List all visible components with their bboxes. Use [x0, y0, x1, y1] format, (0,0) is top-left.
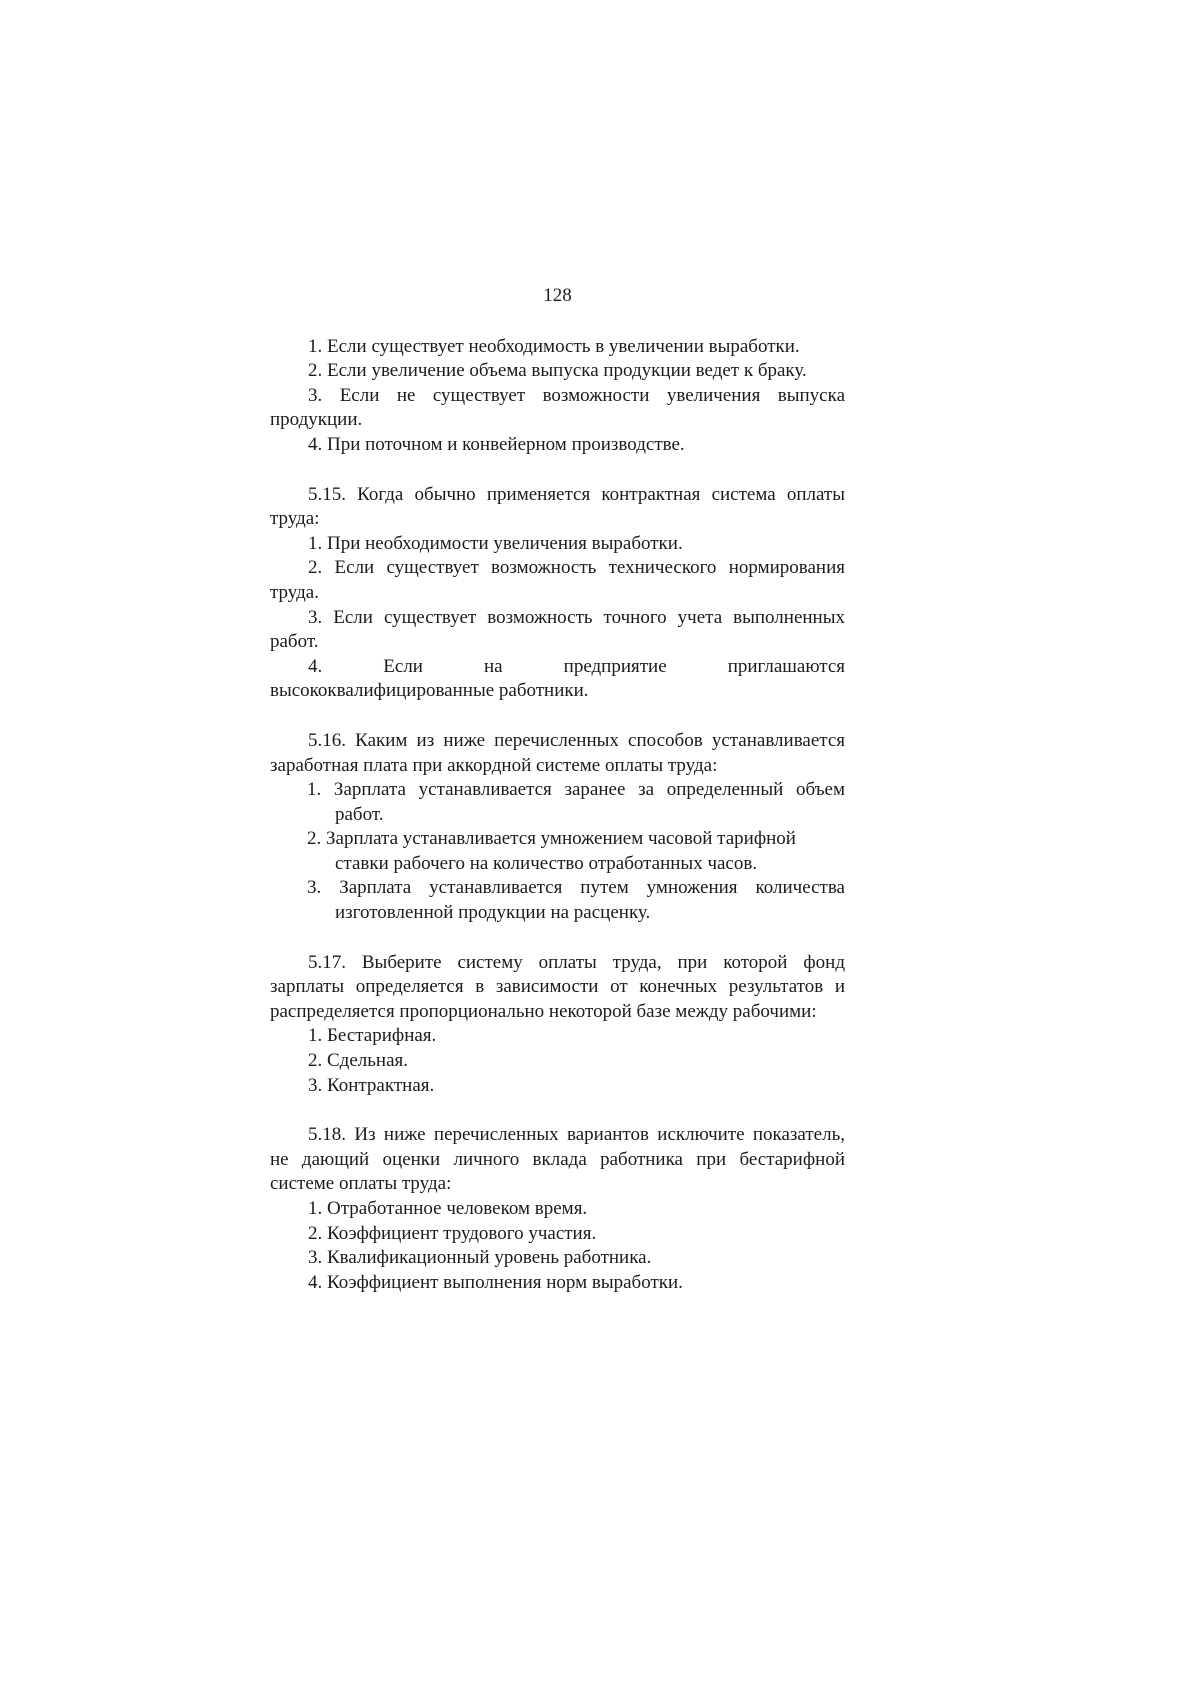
answer-option: 1. При необходимости увеличения выработки. [308, 532, 683, 554]
question-stem: 5.18. Из ниже перечисленных вариантов исключите показатель, не дающий оценки личного вклада работника при бестарифной системе оплаты труда: [270, 1124, 845, 1195]
question-stem: 5.15. Когда обычно применяется контрактная система оплаты труда: [270, 483, 845, 530]
text-column [270, 284, 845, 1295]
answer-option: 1. Отработанное человеком время. [308, 1198, 588, 1219]
answer-option: 3. Квалификационный уровень работника. [308, 1247, 652, 1269]
page-number: 128 [543, 285, 572, 306]
answer-option: 2. Зарплата устанавливается умножением часовой тарифной ставки рабочего на количество отработанных часов. [307, 828, 796, 874]
question-5-16 [270, 729, 845, 926]
question-5-18 [270, 1123, 845, 1295]
answer-option: 3. Зарплата устанавливается путем умножения количества изготовленной продукции на расценку. [307, 877, 845, 924]
answer-option: 3. Если существует возможность точного учета выполненных работ. [270, 606, 845, 653]
answer-option: 2. Если существует возможность технического нормирования труда. [270, 557, 845, 603]
answer-option: 2. Если увеличение объема выпуска продукции ведет к браку. [308, 360, 807, 382]
answer-option: 4. Коэффициент выполнения норм выработки. [308, 1271, 683, 1293]
answer-option: 1. Зарплата устанавливается заранее за определенный объем работ. [307, 779, 845, 825]
answer-option: 2. Сдельная. [308, 1050, 409, 1072]
answer-option: 2. Коэффициент трудового участия. [308, 1222, 597, 1244]
answer-option: 1. Бестарифная. [308, 1025, 437, 1047]
answer-option: 3. Если не существует возможности увеличения выпуска продукции. [270, 384, 845, 431]
carryover-options-block [270, 335, 845, 458]
answer-option: 4. Если на предприятие приглашаются высококвалифицированные работники. [270, 655, 845, 702]
answer-option: 3. Контрактная. [308, 1074, 435, 1096]
question-stem: 5.17. Выберите систему оплаты труда, при которой фонд зарплаты определяется в зависимости от конечных результатов и распределяется пропорционально некоторой базе между рабочими: [270, 951, 845, 1022]
question-5-17 [270, 951, 845, 1099]
answer-option: 1. Если существует необходимость в увеличении выработки. [308, 335, 800, 357]
question-5-15 [270, 483, 845, 704]
question-stem: 5.16. Каким из ниже перечисленных способов устанавливается заработная плата при аккордной системе оплаты труда: [270, 729, 845, 776]
answer-option: 4. При поточном и конвейерном производстве. [308, 433, 685, 455]
